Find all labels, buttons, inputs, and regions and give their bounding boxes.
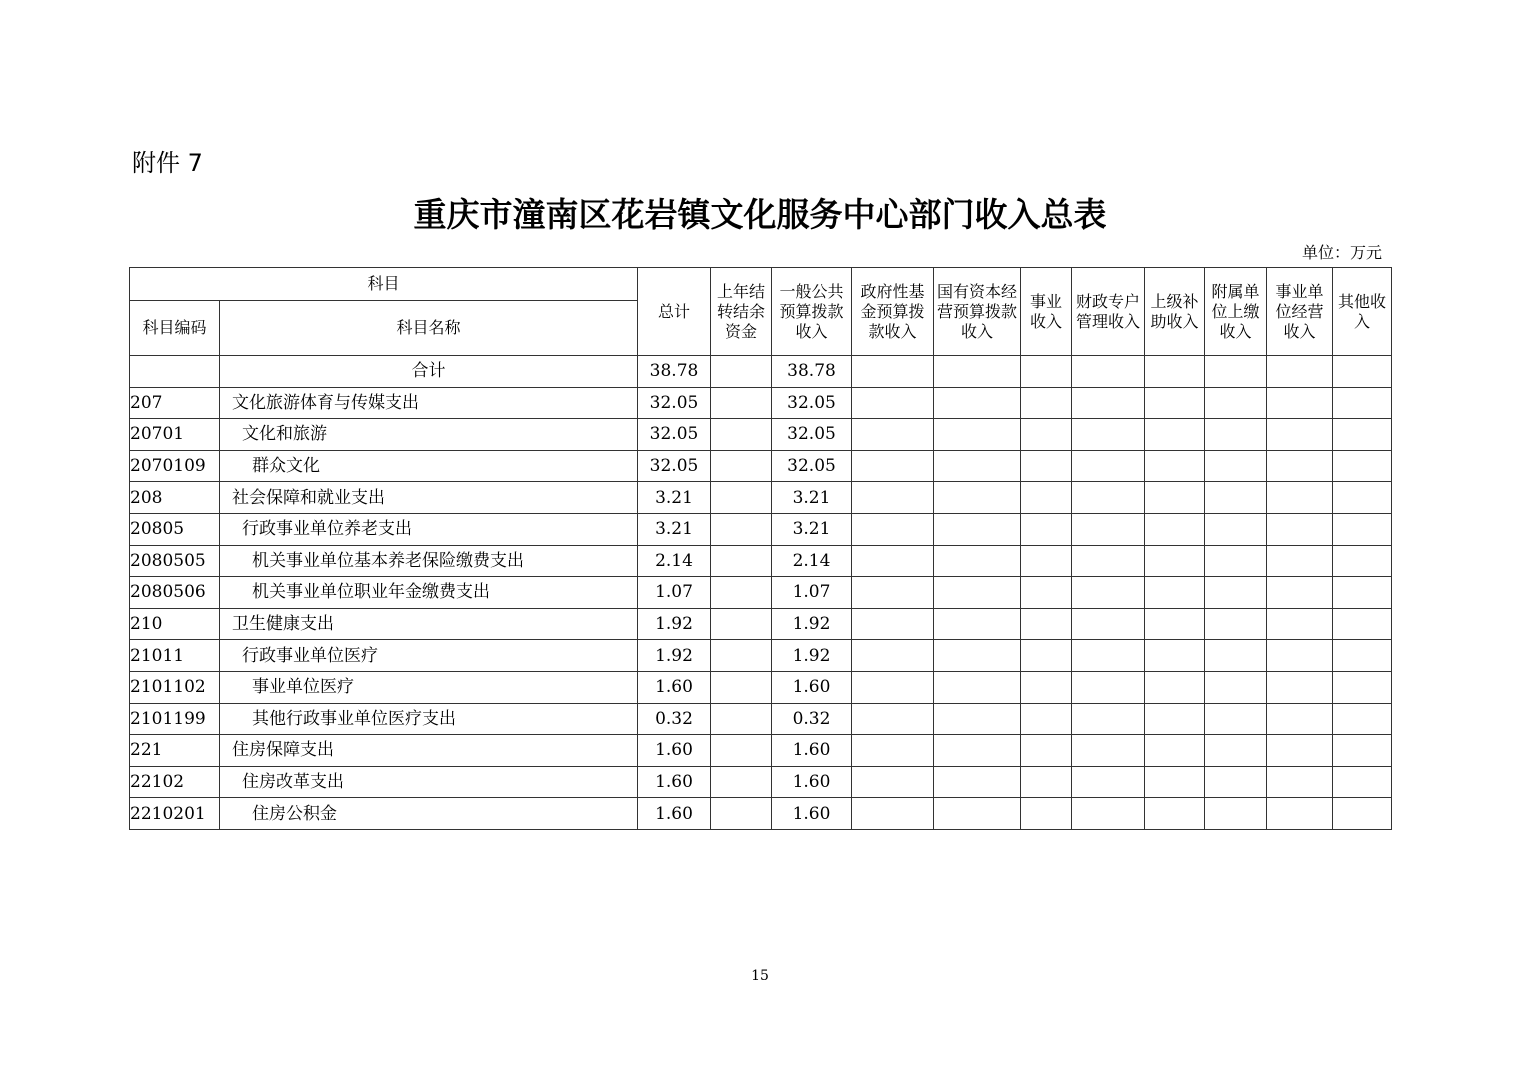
cell-prev-year-balance — [711, 387, 772, 419]
cell-total: 1.60 — [638, 671, 711, 703]
cell-name: 住房保障支出 — [220, 735, 638, 767]
header-gov-fund-budget: 政府性基金预算拨款收入 — [852, 268, 934, 356]
table-row — [130, 640, 1392, 672]
cell-affiliated-units — [1205, 608, 1267, 640]
cell-state-capital-budget — [934, 387, 1021, 419]
cell-code: 2210201 — [130, 798, 220, 830]
cell-prev-year-balance — [711, 703, 772, 735]
cell-general-budget: 38.78 — [772, 356, 852, 388]
income-summary-table — [129, 267, 1392, 830]
cell-general-budget: 32.05 — [772, 419, 852, 451]
cell-superior-subsidy — [1145, 356, 1205, 388]
cell-gov-fund-budget — [852, 545, 934, 577]
cell-business-income — [1021, 482, 1072, 514]
table-row — [130, 545, 1392, 577]
cell-superior-subsidy — [1145, 450, 1205, 482]
cell-name: 群众文化 — [220, 450, 638, 482]
cell-state-capital-budget — [934, 450, 1021, 482]
cell-general-budget: 0.32 — [772, 703, 852, 735]
cell-business-operation — [1267, 798, 1333, 830]
cell-prev-year-balance — [711, 766, 772, 798]
cell-prev-year-balance — [711, 545, 772, 577]
cell-business-income — [1021, 766, 1072, 798]
cell-total: 1.92 — [638, 640, 711, 672]
cell-other-income — [1333, 798, 1392, 830]
cell-state-capital-budget — [934, 703, 1021, 735]
cell-state-capital-budget — [934, 735, 1021, 767]
cell-superior-subsidy — [1145, 671, 1205, 703]
cell-fiscal-special-account — [1072, 387, 1145, 419]
table-row — [130, 419, 1392, 451]
cell-other-income — [1333, 419, 1392, 451]
cell-total: 2.14 — [638, 545, 711, 577]
cell-affiliated-units — [1205, 640, 1267, 672]
cell-gov-fund-budget — [852, 640, 934, 672]
cell-business-operation — [1267, 577, 1333, 609]
cell-code: 210 — [130, 608, 220, 640]
cell-affiliated-units — [1205, 419, 1267, 451]
cell-general-budget: 1.92 — [772, 608, 852, 640]
cell-code: 21011 — [130, 640, 220, 672]
header-business-income: 事业收入 — [1021, 268, 1072, 356]
cell-state-capital-budget — [934, 356, 1021, 388]
page-number: 15 — [751, 968, 769, 984]
cell-general-budget: 2.14 — [772, 545, 852, 577]
cell-code: 207 — [130, 387, 220, 419]
header-other-income: 其他收入 — [1333, 268, 1392, 356]
cell-gov-fund-budget — [852, 703, 934, 735]
table-row — [130, 356, 1392, 388]
cell-business-income — [1021, 419, 1072, 451]
cell-general-budget: 1.60 — [772, 766, 852, 798]
cell-name: 行政事业单位医疗 — [220, 640, 638, 672]
cell-state-capital-budget — [934, 419, 1021, 451]
cell-business-operation — [1267, 419, 1333, 451]
cell-superior-subsidy — [1145, 513, 1205, 545]
cell-business-income — [1021, 450, 1072, 482]
cell-superior-subsidy — [1145, 798, 1205, 830]
cell-name: 社会保障和就业支出 — [220, 482, 638, 514]
table-row — [130, 513, 1392, 545]
cell-business-income — [1021, 671, 1072, 703]
cell-gov-fund-budget — [852, 513, 934, 545]
cell-name: 其他行政事业单位医疗支出 — [220, 703, 638, 735]
cell-business-operation — [1267, 703, 1333, 735]
cell-superior-subsidy — [1145, 735, 1205, 767]
cell-general-budget: 1.60 — [772, 735, 852, 767]
cell-fiscal-special-account — [1072, 419, 1145, 451]
cell-affiliated-units — [1205, 735, 1267, 767]
cell-fiscal-special-account — [1072, 577, 1145, 609]
cell-business-operation — [1267, 735, 1333, 767]
cell-total: 1.60 — [638, 735, 711, 767]
cell-gov-fund-budget — [852, 671, 934, 703]
cell-general-budget: 1.92 — [772, 640, 852, 672]
cell-superior-subsidy — [1145, 608, 1205, 640]
cell-name: 机关事业单位基本养老保险缴费支出 — [220, 545, 638, 577]
cell-code: 208 — [130, 482, 220, 514]
cell-gov-fund-budget — [852, 387, 934, 419]
cell-business-income — [1021, 640, 1072, 672]
table-row — [130, 450, 1392, 482]
cell-total: 1.07 — [638, 577, 711, 609]
cell-total: 1.92 — [638, 608, 711, 640]
cell-gov-fund-budget — [852, 356, 934, 388]
cell-business-income — [1021, 513, 1072, 545]
cell-business-income — [1021, 735, 1072, 767]
cell-state-capital-budget — [934, 766, 1021, 798]
cell-fiscal-special-account — [1072, 640, 1145, 672]
cell-total: 38.78 — [638, 356, 711, 388]
header-state-capital-budget: 国有资本经营预算拨款收入 — [934, 268, 1021, 356]
cell-gov-fund-budget — [852, 419, 934, 451]
unit-label: 单位：万元 — [1301, 243, 1382, 262]
cell-prev-year-balance — [711, 482, 772, 514]
cell-affiliated-units — [1205, 766, 1267, 798]
cell-business-operation — [1267, 608, 1333, 640]
cell-state-capital-budget — [934, 513, 1021, 545]
cell-total: 3.21 — [638, 482, 711, 514]
cell-fiscal-special-account — [1072, 450, 1145, 482]
cell-name: 住房公积金 — [220, 798, 638, 830]
cell-gov-fund-budget — [852, 450, 934, 482]
table-row — [130, 608, 1392, 640]
cell-business-operation — [1267, 671, 1333, 703]
cell-prev-year-balance — [711, 356, 772, 388]
cell-prev-year-balance — [711, 735, 772, 767]
cell-fiscal-special-account — [1072, 703, 1145, 735]
cell-superior-subsidy — [1145, 703, 1205, 735]
cell-business-income — [1021, 608, 1072, 640]
cell-prev-year-balance — [711, 640, 772, 672]
cell-gov-fund-budget — [852, 798, 934, 830]
cell-affiliated-units — [1205, 513, 1267, 545]
header-subject-group: 科目 — [130, 268, 638, 301]
cell-business-operation — [1267, 513, 1333, 545]
cell-code: 20805 — [130, 513, 220, 545]
header-total: 总计 — [638, 268, 711, 356]
header-fiscal-special-account: 财政专户管理收入 — [1072, 268, 1145, 356]
cell-gov-fund-budget — [852, 735, 934, 767]
cell-state-capital-budget — [934, 671, 1021, 703]
cell-general-budget: 32.05 — [772, 387, 852, 419]
cell-fiscal-special-account — [1072, 482, 1145, 514]
cell-code: 2080506 — [130, 577, 220, 609]
cell-other-income — [1333, 577, 1392, 609]
cell-name: 文化和旅游 — [220, 419, 638, 451]
cell-prev-year-balance — [711, 577, 772, 609]
cell-total: 32.05 — [638, 450, 711, 482]
cell-business-operation — [1267, 356, 1333, 388]
cell-other-income — [1333, 735, 1392, 767]
cell-affiliated-units — [1205, 387, 1267, 419]
header-business-operation: 事业单位经营收入 — [1267, 268, 1333, 356]
cell-general-budget: 3.21 — [772, 513, 852, 545]
cell-total: 3.21 — [638, 513, 711, 545]
cell-fiscal-special-account — [1072, 798, 1145, 830]
cell-code: 221 — [130, 735, 220, 767]
cell-total: 0.32 — [638, 703, 711, 735]
cell-affiliated-units — [1205, 356, 1267, 388]
header-subject-name: 科目名称 — [220, 301, 638, 356]
cell-state-capital-budget — [934, 482, 1021, 514]
cell-other-income — [1333, 608, 1392, 640]
cell-affiliated-units — [1205, 671, 1267, 703]
cell-other-income — [1333, 703, 1392, 735]
cell-state-capital-budget — [934, 798, 1021, 830]
cell-other-income — [1333, 482, 1392, 514]
table-row — [130, 387, 1392, 419]
cell-gov-fund-budget — [852, 766, 934, 798]
cell-business-income — [1021, 798, 1072, 830]
cell-prev-year-balance — [711, 798, 772, 830]
cell-gov-fund-budget — [852, 608, 934, 640]
cell-name: 机关事业单位职业年金缴费支出 — [220, 577, 638, 609]
cell-superior-subsidy — [1145, 482, 1205, 514]
cell-fiscal-special-account — [1072, 513, 1145, 545]
cell-other-income — [1333, 640, 1392, 672]
cell-business-operation — [1267, 766, 1333, 798]
cell-total: 1.60 — [638, 766, 711, 798]
table-row — [130, 798, 1392, 830]
header-prev-year-balance: 上年结转结余资金 — [711, 268, 772, 356]
table-row — [130, 671, 1392, 703]
cell-business-income — [1021, 703, 1072, 735]
header-affiliated-units: 附属单位上缴收入 — [1205, 268, 1267, 356]
table-row — [130, 577, 1392, 609]
cell-gov-fund-budget — [852, 482, 934, 514]
header-subject-code: 科目编码 — [130, 301, 220, 356]
table-row — [130, 703, 1392, 735]
cell-other-income — [1333, 387, 1392, 419]
cell-superior-subsidy — [1145, 387, 1205, 419]
cell-name: 文化旅游体育与传媒支出 — [220, 387, 638, 419]
header-superior-subsidy: 上级补助收入 — [1145, 268, 1205, 356]
cell-code: 2070109 — [130, 450, 220, 482]
cell-general-budget: 1.07 — [772, 577, 852, 609]
cell-other-income — [1333, 450, 1392, 482]
cell-fiscal-special-account — [1072, 735, 1145, 767]
cell-state-capital-budget — [934, 545, 1021, 577]
cell-business-operation — [1267, 545, 1333, 577]
cell-code: 2080505 — [130, 545, 220, 577]
cell-fiscal-special-account — [1072, 766, 1145, 798]
cell-business-income — [1021, 545, 1072, 577]
cell-business-operation — [1267, 387, 1333, 419]
cell-other-income — [1333, 356, 1392, 388]
cell-code: 20701 — [130, 419, 220, 451]
cell-affiliated-units — [1205, 577, 1267, 609]
cell-name: 事业单位医疗 — [220, 671, 638, 703]
cell-fiscal-special-account — [1072, 356, 1145, 388]
page-title: 重庆市潼南区花岩镇文化服务中心部门收入总表 — [413, 195, 1107, 234]
cell-code — [130, 356, 220, 388]
cell-superior-subsidy — [1145, 640, 1205, 672]
cell-general-budget: 1.60 — [772, 671, 852, 703]
cell-affiliated-units — [1205, 703, 1267, 735]
cell-affiliated-units — [1205, 798, 1267, 830]
cell-fiscal-special-account — [1072, 671, 1145, 703]
cell-other-income — [1333, 766, 1392, 798]
cell-superior-subsidy — [1145, 766, 1205, 798]
cell-total: 32.05 — [638, 387, 711, 419]
cell-superior-subsidy — [1145, 419, 1205, 451]
cell-affiliated-units — [1205, 450, 1267, 482]
cell-prev-year-balance — [711, 513, 772, 545]
cell-other-income — [1333, 513, 1392, 545]
cell-total: 32.05 — [638, 419, 711, 451]
cell-business-operation — [1267, 450, 1333, 482]
cell-business-operation — [1267, 482, 1333, 514]
cell-state-capital-budget — [934, 577, 1021, 609]
cell-code: 2101199 — [130, 703, 220, 735]
table-row — [130, 766, 1392, 798]
cell-name: 卫生健康支出 — [220, 608, 638, 640]
cell-superior-subsidy — [1145, 545, 1205, 577]
cell-business-income — [1021, 387, 1072, 419]
cell-fiscal-special-account — [1072, 545, 1145, 577]
cell-prev-year-balance — [711, 671, 772, 703]
cell-other-income — [1333, 671, 1392, 703]
cell-affiliated-units — [1205, 482, 1267, 514]
cell-code: 22102 — [130, 766, 220, 798]
cell-name: 合计 — [220, 356, 638, 388]
cell-prev-year-balance — [711, 419, 772, 451]
cell-gov-fund-budget — [852, 577, 934, 609]
cell-other-income — [1333, 545, 1392, 577]
cell-business-operation — [1267, 640, 1333, 672]
cell-state-capital-budget — [934, 608, 1021, 640]
cell-name: 行政事业单位养老支出 — [220, 513, 638, 545]
cell-state-capital-budget — [934, 640, 1021, 672]
table-row — [130, 735, 1392, 767]
cell-business-income — [1021, 577, 1072, 609]
cell-total: 1.60 — [638, 798, 711, 830]
cell-affiliated-units — [1205, 545, 1267, 577]
header-general-budget: 一般公共预算拨款收入 — [772, 268, 852, 356]
cell-superior-subsidy — [1145, 577, 1205, 609]
cell-prev-year-balance — [711, 608, 772, 640]
cell-business-income — [1021, 356, 1072, 388]
cell-general-budget: 3.21 — [772, 482, 852, 514]
cell-general-budget: 32.05 — [772, 450, 852, 482]
cell-prev-year-balance — [711, 450, 772, 482]
cell-fiscal-special-account — [1072, 608, 1145, 640]
table-row — [130, 482, 1392, 514]
cell-name: 住房改革支出 — [220, 766, 638, 798]
attachment-label: 附件 7 — [132, 149, 203, 177]
cell-general-budget: 1.60 — [772, 798, 852, 830]
cell-code: 2101102 — [130, 671, 220, 703]
